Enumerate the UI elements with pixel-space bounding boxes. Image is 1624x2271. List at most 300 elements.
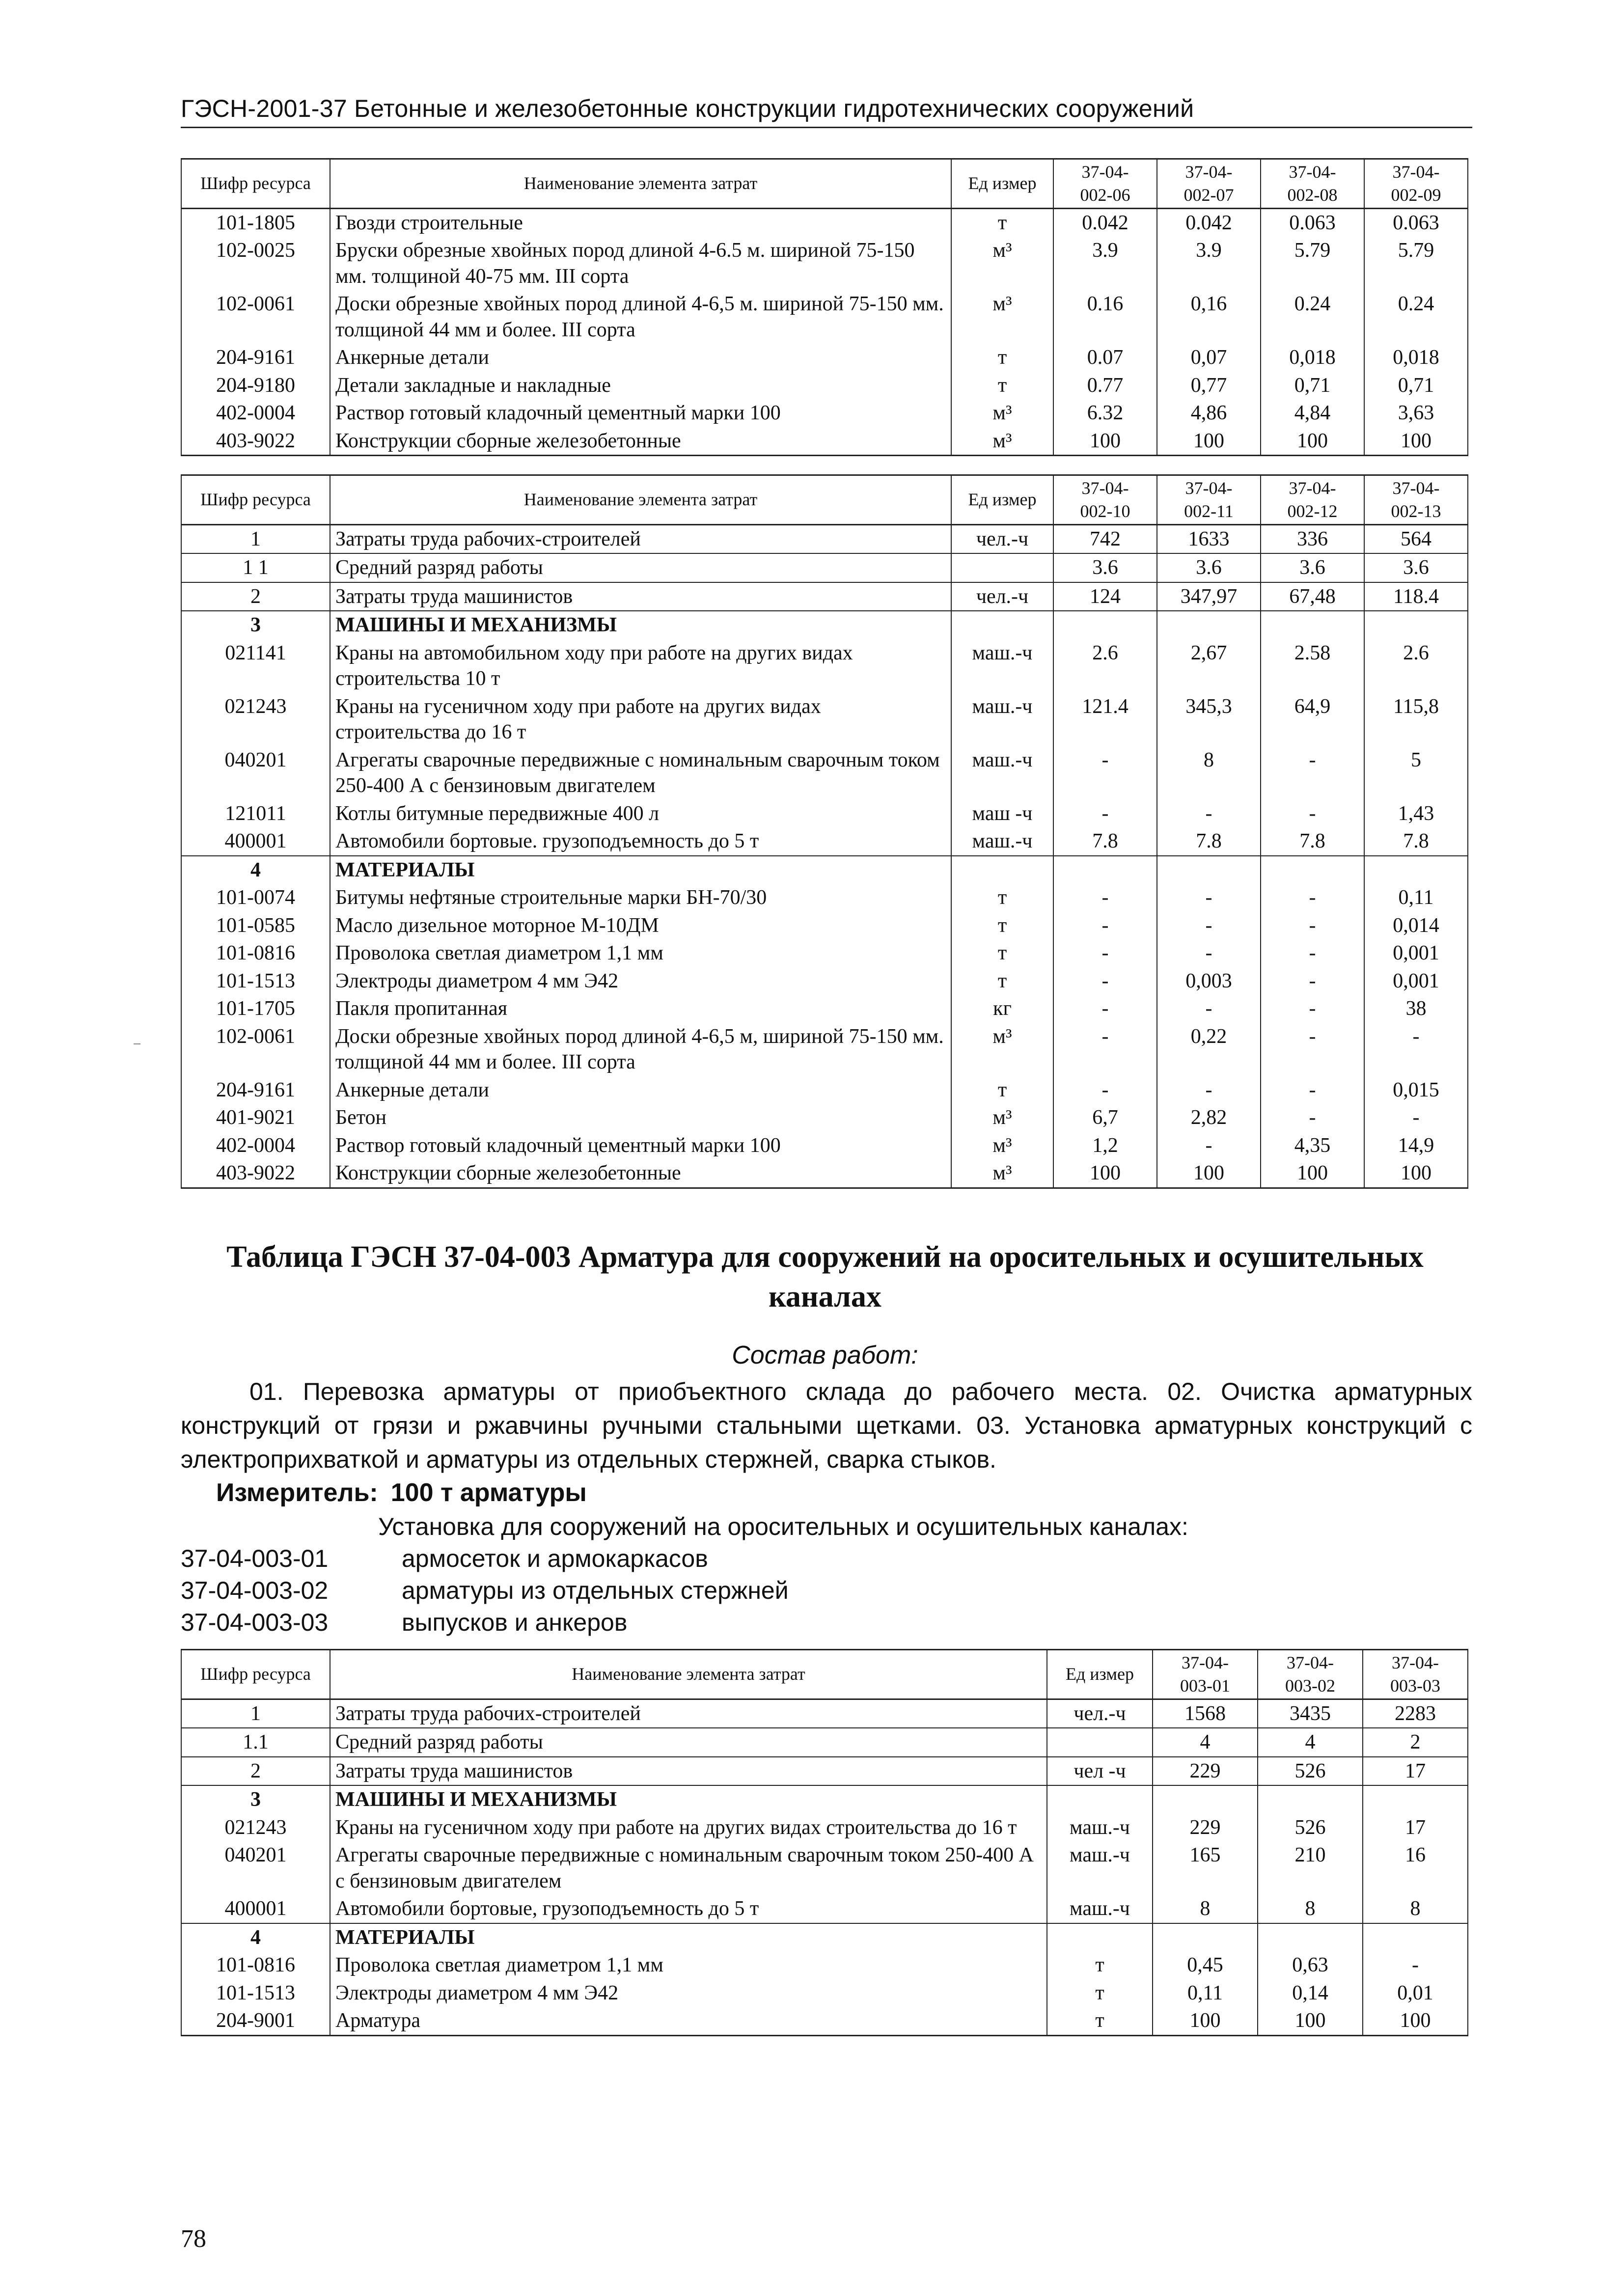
value-cell: - xyxy=(1261,967,1364,995)
unit-cell: м³ xyxy=(951,1159,1053,1188)
table-row xyxy=(181,611,1468,639)
unit-cell: м³ xyxy=(951,399,1053,427)
table-row xyxy=(181,372,1468,400)
table-row xyxy=(181,1841,1468,1895)
table-row xyxy=(181,1757,1468,1786)
value-cell: - xyxy=(1261,1076,1364,1104)
unit-cell xyxy=(951,611,1053,639)
value-cell: 0.24 xyxy=(1261,290,1364,344)
value-cell xyxy=(1157,856,1261,884)
table-row xyxy=(181,1076,1468,1104)
value-cell: 38 xyxy=(1364,995,1468,1023)
resource-name: Битумы нефтяные строительные марки БН-70/30 xyxy=(330,884,951,912)
unit-cell: т xyxy=(951,939,1053,967)
resource-name: Бетон xyxy=(330,1104,951,1132)
value-cell: 8 xyxy=(1153,1895,1258,1923)
table-row xyxy=(181,800,1468,828)
unit-cell: чел.-ч xyxy=(1047,1699,1153,1728)
column-header: Шифр ресурса xyxy=(181,1650,330,1699)
value-cell: 0.063 xyxy=(1364,208,1468,237)
install-intro: Установка для сооружений на оросительных и осушительных каналах: xyxy=(378,1513,1188,1540)
unit-cell xyxy=(951,553,1053,582)
measurer-value: 100 т арматуры xyxy=(390,1478,587,1507)
value-cell: 100 xyxy=(1053,427,1157,456)
value-cell xyxy=(1053,611,1157,639)
value-cell: 4,84 xyxy=(1261,399,1364,427)
measurer-label: Измеритель: xyxy=(216,1478,378,1507)
variant-item xyxy=(181,1576,789,1605)
value-cell xyxy=(1153,1785,1258,1814)
value-cell: 100 xyxy=(1364,1159,1468,1188)
work-composition-text: 01. Перевозка арматуры от приобъектного склада до рабочего места. 02. Очистка арматурных конструкций от грязи и ржавчины ручными стальными щетками. 03. Установка арматурных конструкций с электроприхваткой и арматуры из отдельных стержней, сварка стыков. xyxy=(181,1378,1472,1473)
unit-cell: маш.-ч xyxy=(1047,1895,1153,1923)
value-cell: 3.6 xyxy=(1261,553,1364,582)
value-cell: 5.79 xyxy=(1261,237,1364,290)
resource-code: 102-0061 xyxy=(181,290,330,344)
value-cell xyxy=(1261,611,1364,639)
resource-code: 403-9022 xyxy=(181,427,330,456)
resource-name: Бруски обрезные хвойных пород длиной 4-6.5 м. шириной 75-150 мм. толщиной 40-75 мм. III сорта xyxy=(330,237,951,290)
value-cell: 3.9 xyxy=(1053,237,1157,290)
value-cell: 229 xyxy=(1153,1757,1258,1786)
resource-name: Анкерные детали xyxy=(330,1076,951,1104)
value-cell: 4 xyxy=(1153,1728,1258,1757)
unit-cell: чел.-ч xyxy=(951,524,1053,553)
table-header-row xyxy=(181,1650,1468,1699)
value-cell: 7.8 xyxy=(1364,827,1468,856)
unit-cell: т xyxy=(951,884,1053,912)
resource-name: Затраты труда рабочих-строителей xyxy=(330,1699,1047,1728)
resource-code: 204-9161 xyxy=(181,1076,330,1104)
resource-code: 101-1513 xyxy=(181,1979,330,2007)
value-cell: 210 xyxy=(1258,1841,1363,1895)
value-cell: 100 xyxy=(1363,2007,1468,2035)
table-header-row xyxy=(181,159,1468,209)
resource-name: Средний разряд работы xyxy=(330,553,951,582)
column-header: Наименование элемента затрат xyxy=(330,475,951,525)
resource-code: 102-0025 xyxy=(181,237,330,290)
table-row xyxy=(181,827,1468,856)
value-cell: 100 xyxy=(1261,427,1364,456)
value-cell: 0,014 xyxy=(1364,912,1468,940)
value-cell: 4 xyxy=(1258,1728,1363,1757)
unit-cell: т xyxy=(1047,1951,1153,1979)
value-cell: 124 xyxy=(1053,582,1157,611)
unit-cell: чел -ч xyxy=(1047,1757,1153,1786)
value-cell: 7.8 xyxy=(1053,827,1157,856)
column-header: 37-04- 003-03 xyxy=(1363,1650,1468,1699)
resource-code: 1.1 xyxy=(181,1728,330,1757)
value-cell: 0.063 xyxy=(1261,208,1364,237)
resource-name: Раствор готовый кладочный цементный марки 100 xyxy=(330,1132,951,1160)
unit-cell xyxy=(1047,1785,1153,1814)
table-row xyxy=(181,1699,1468,1728)
value-cell: 0.042 xyxy=(1053,208,1157,237)
value-cell: 1,2 xyxy=(1053,1132,1157,1160)
value-cell: 115,8 xyxy=(1364,693,1468,746)
resource-code: 1 1 xyxy=(181,553,330,582)
column-header: Шифр ресурса xyxy=(181,475,330,525)
value-cell xyxy=(1053,856,1157,884)
value-cell: 6,7 xyxy=(1053,1104,1157,1132)
value-cell xyxy=(1153,1923,1258,1952)
variant-item xyxy=(181,1608,627,1637)
resource-code: 101-0585 xyxy=(181,912,330,940)
value-cell: 0.77 xyxy=(1053,372,1157,400)
resource-code: 3 xyxy=(181,1785,330,1814)
value-cell: 2.6 xyxy=(1364,639,1468,693)
value-cell: - xyxy=(1261,995,1364,1023)
resource-name: Проволока светлая диаметром 1,1 мм xyxy=(330,939,951,967)
unit-cell: маш -ч xyxy=(951,800,1053,828)
unit-cell: т xyxy=(951,208,1053,237)
table-row xyxy=(181,856,1468,884)
resource-name: Электроды диаметром 4 мм Э42 xyxy=(330,967,951,995)
resource-code: 400001 xyxy=(181,1895,330,1923)
value-cell: 118.4 xyxy=(1364,582,1468,611)
variant-code: 37-04-003-02 xyxy=(181,1577,329,1604)
resource-name: Средний разряд работы xyxy=(330,1728,1047,1757)
unit-cell: т xyxy=(1047,2007,1153,2035)
value-cell: - xyxy=(1053,912,1157,940)
value-cell: 8 xyxy=(1363,1895,1468,1923)
variant-item xyxy=(181,1544,708,1573)
unit-cell: м³ xyxy=(951,1132,1053,1160)
unit-cell: маш.-ч xyxy=(951,639,1053,693)
resource-code: 2 xyxy=(181,582,330,611)
value-cell: 3.9 xyxy=(1157,237,1261,290)
value-cell: 0,77 xyxy=(1157,372,1261,400)
value-cell: - xyxy=(1053,1023,1157,1076)
resource-code: 402-0004 xyxy=(181,1132,330,1160)
value-cell: 0,11 xyxy=(1153,1979,1258,2007)
resource-name: Пакля пропитанная xyxy=(330,995,951,1023)
table-header-row xyxy=(181,475,1468,525)
table-row xyxy=(181,995,1468,1023)
resource-code: 204-9161 xyxy=(181,344,330,372)
unit-cell xyxy=(951,856,1053,884)
table-row xyxy=(181,693,1468,746)
value-cell: 526 xyxy=(1258,1814,1363,1842)
value-cell: 2.6 xyxy=(1053,639,1157,693)
resource-code: 2 xyxy=(181,1757,330,1786)
measurer xyxy=(216,1478,587,1507)
value-cell: 14,9 xyxy=(1364,1132,1468,1160)
column-header: 37-04- 002-12 xyxy=(1261,475,1364,525)
resource-name: Автомобили бортовые, грузоподъемность до 5 т xyxy=(330,1895,1047,1923)
value-cell: - xyxy=(1157,800,1261,828)
column-header: Наименование элемента затрат xyxy=(330,159,951,209)
value-cell: 2,82 xyxy=(1157,1104,1261,1132)
resource-code: 204-9001 xyxy=(181,2007,330,2035)
value-cell: - xyxy=(1157,939,1261,967)
table-row xyxy=(181,2007,1468,2035)
table-row xyxy=(181,1785,1468,1814)
resource-code: 021141 xyxy=(181,639,330,693)
unit-cell: т xyxy=(951,1076,1053,1104)
resource-name: Затраты труда машинистов xyxy=(330,582,951,611)
table-row xyxy=(181,582,1468,611)
column-header: 37-04- 002-08 xyxy=(1261,159,1364,209)
table-row xyxy=(181,1951,1468,1979)
resource-name: Затраты труда машинистов xyxy=(330,1757,1047,1786)
value-cell: - xyxy=(1157,1132,1261,1160)
resource-code: 4 xyxy=(181,1923,330,1952)
value-cell: 5.79 xyxy=(1364,237,1468,290)
resource-name: Конструкции сборные железобетонные xyxy=(330,1159,951,1188)
table-row xyxy=(181,524,1468,553)
resource-name: Доски обрезные хвойных пород длиной 4-6,5 м. шириной 75-150 мм. толщиной 44 мм и более. III сорта xyxy=(330,290,951,344)
value-cell: - xyxy=(1261,800,1364,828)
table-row xyxy=(181,884,1468,912)
value-cell: 1,43 xyxy=(1364,800,1468,828)
value-cell: 5 xyxy=(1364,746,1468,800)
value-cell: 2283 xyxy=(1363,1699,1468,1728)
unit-cell: маш.-ч xyxy=(1047,1814,1153,1842)
value-cell: - xyxy=(1157,1076,1261,1104)
value-cell: 17 xyxy=(1363,1814,1468,1842)
value-cell: 0,003 xyxy=(1157,967,1261,995)
value-cell: 0.16 xyxy=(1053,290,1157,344)
table-row xyxy=(181,1895,1468,1923)
table-row xyxy=(181,912,1468,940)
unit-cell: чел.-ч xyxy=(951,582,1053,611)
resource-name: Конструкции сборные железобетонные xyxy=(330,427,951,456)
value-cell: 0,45 xyxy=(1153,1951,1258,1979)
resource-name: Краны на гусеничном ходу при работе на других видах строительства до 16 т xyxy=(330,1814,1047,1842)
value-cell: 229 xyxy=(1153,1814,1258,1842)
value-cell: - xyxy=(1261,1023,1364,1076)
resource-code: 101-1705 xyxy=(181,995,330,1023)
value-cell: 347,97 xyxy=(1157,582,1261,611)
table-row xyxy=(181,639,1468,693)
resource-code: 401-9021 xyxy=(181,1104,330,1132)
column-header: Ед измер xyxy=(951,475,1053,525)
resource-name: МАШИНЫ И МЕХАНИЗМЫ xyxy=(330,1785,1047,1814)
table-row xyxy=(181,939,1468,967)
unit-cell: маш.-ч xyxy=(1047,1841,1153,1895)
value-cell: - xyxy=(1157,995,1261,1023)
value-cell: 0,001 xyxy=(1364,967,1468,995)
resource-code: 121011 xyxy=(181,800,330,828)
value-cell: - xyxy=(1053,884,1157,912)
value-cell: 100 xyxy=(1153,2007,1258,2035)
variant-code: 37-04-003-03 xyxy=(181,1609,329,1636)
value-cell xyxy=(1258,1785,1363,1814)
value-cell: - xyxy=(1261,939,1364,967)
table-title: Таблица ГЭСН 37-04-003 Арматура для сооружений на оросительных и осушительных каналах xyxy=(226,1240,1424,1313)
table-row xyxy=(181,967,1468,995)
value-cell: 0,018 xyxy=(1261,344,1364,372)
unit-cell: т xyxy=(951,967,1053,995)
table-row xyxy=(181,1979,1468,2007)
unit-cell xyxy=(1047,1728,1153,1757)
resource-name: Детали закладные и накладные xyxy=(330,372,951,400)
value-cell: 8 xyxy=(1157,746,1261,800)
resource-table-002-06-09 xyxy=(181,158,1468,456)
table-row xyxy=(181,344,1468,372)
value-cell: 16 xyxy=(1363,1841,1468,1895)
resource-code: 021243 xyxy=(181,1814,330,1842)
value-cell: 0.07 xyxy=(1053,344,1157,372)
value-cell: - xyxy=(1053,1076,1157,1104)
resource-name: Краны на гусеничном ходу при работе на других видах строительства до 16 т xyxy=(330,693,951,746)
resource-name: Проволока светлая диаметром 1,1 мм xyxy=(330,1951,1047,1979)
value-cell: - xyxy=(1157,912,1261,940)
value-cell: 100 xyxy=(1157,1159,1261,1188)
value-cell xyxy=(1261,856,1364,884)
resource-name: Котлы битумные передвижные 400 л xyxy=(330,800,951,828)
resource-code: 101-0816 xyxy=(181,939,330,967)
resource-name: Краны на автомобильном ходу при работе на других видах строительства 10 т xyxy=(330,639,951,693)
resource-table-002-10-13 xyxy=(181,474,1468,1189)
value-cell: 6.32 xyxy=(1053,399,1157,427)
value-cell: 0,11 xyxy=(1364,884,1468,912)
table-row xyxy=(181,1104,1468,1132)
resource-name: МАШИНЫ И МЕХАНИЗМЫ xyxy=(330,611,951,639)
column-header: 37-04- 002-10 xyxy=(1053,475,1157,525)
variant-text: арматуры из отдельных стержней xyxy=(402,1577,789,1604)
table-row xyxy=(181,1814,1468,1842)
resource-name: МАТЕРИАЛЫ xyxy=(330,856,951,884)
column-header: 37-04- 002-11 xyxy=(1157,475,1261,525)
value-cell: - xyxy=(1261,746,1364,800)
unit-cell: м³ xyxy=(951,427,1053,456)
resource-code: 4 xyxy=(181,856,330,884)
value-cell: 742 xyxy=(1053,524,1157,553)
value-cell: - xyxy=(1363,1951,1468,1979)
value-cell: 8 xyxy=(1258,1895,1363,1923)
value-cell: - xyxy=(1053,800,1157,828)
value-cell: 0,16 xyxy=(1157,290,1261,344)
value-cell: 0,01 xyxy=(1363,1979,1468,2007)
running-head: ГЭСН-2001-37 Бетонные и железобетонные конструкции гидротехнических сооружений xyxy=(181,94,1472,128)
unit-cell: маш.-ч xyxy=(951,827,1053,856)
value-cell: 7.8 xyxy=(1261,827,1364,856)
resource-code: 021243 xyxy=(181,693,330,746)
table-row xyxy=(181,553,1468,582)
page-number: 78 xyxy=(181,2225,206,2253)
value-cell: 3,63 xyxy=(1364,399,1468,427)
value-cell: 0,71 xyxy=(1261,372,1364,400)
table-row xyxy=(181,1132,1468,1160)
value-cell: 0,14 xyxy=(1258,1979,1363,2007)
value-cell xyxy=(1363,1785,1468,1814)
value-cell: 0,63 xyxy=(1258,1951,1363,1979)
unit-cell: маш.-ч xyxy=(951,746,1053,800)
resource-name: Масло дизельное моторное М-10ДМ xyxy=(330,912,951,940)
resource-name: Раствор готовый кладочный цементный марки 100 xyxy=(330,399,951,427)
resource-name: Затраты труда рабочих-строителей xyxy=(330,524,951,553)
value-cell: 526 xyxy=(1258,1757,1363,1786)
resource-name: Автомобили бортовые. грузоподъемность до 5 т xyxy=(330,827,951,856)
variant-text: выпусков и анкеров xyxy=(402,1609,628,1636)
value-cell: 17 xyxy=(1363,1757,1468,1786)
table-row xyxy=(181,1023,1468,1076)
resource-name: Доски обрезные хвойных пород длиной 4-6,5 м, шириной 75-150 мм. толщиной 44 мм и более. III сорта xyxy=(330,1023,951,1076)
value-cell: 0,015 xyxy=(1364,1076,1468,1104)
value-cell: 336 xyxy=(1261,524,1364,553)
value-cell: - xyxy=(1157,884,1261,912)
margin-mark xyxy=(134,1043,140,1044)
table-row xyxy=(181,1159,1468,1188)
value-cell: - xyxy=(1261,884,1364,912)
value-cell: 100 xyxy=(1258,2007,1363,2035)
table-row xyxy=(181,1923,1468,1952)
resource-name: Агрегаты сварочные передвижные с номинальным сварочным током 250-400 А с бензиновым двигателем xyxy=(330,746,951,800)
value-cell: 121.4 xyxy=(1053,693,1157,746)
resource-code: 1 xyxy=(181,1699,330,1728)
unit-cell: м³ xyxy=(951,1023,1053,1076)
column-header: Ед измер xyxy=(951,159,1053,209)
resource-name: Арматура xyxy=(330,2007,1047,2035)
value-cell: 1568 xyxy=(1153,1699,1258,1728)
resource-code: 101-0074 xyxy=(181,884,330,912)
value-cell: 0,71 xyxy=(1364,372,1468,400)
unit-cell: т xyxy=(1047,1979,1153,2007)
value-cell: - xyxy=(1261,912,1364,940)
value-cell: 3.6 xyxy=(1053,553,1157,582)
value-cell: - xyxy=(1053,746,1157,800)
resource-code: 204-9180 xyxy=(181,372,330,400)
value-cell: 0,07 xyxy=(1157,344,1261,372)
resource-code: 400001 xyxy=(181,827,330,856)
value-cell: 100 xyxy=(1053,1159,1157,1188)
value-cell xyxy=(1364,856,1468,884)
resource-code: 101-0816 xyxy=(181,1951,330,1979)
value-cell: 64,9 xyxy=(1261,693,1364,746)
resource-name: МАТЕРИАЛЫ xyxy=(330,1923,1047,1952)
resource-name: Анкерные детали xyxy=(330,344,951,372)
value-cell: 100 xyxy=(1157,427,1261,456)
value-cell: 0.24 xyxy=(1364,290,1468,344)
value-cell: 0,018 xyxy=(1364,344,1468,372)
unit-cell: маш.-ч xyxy=(951,693,1053,746)
value-cell: 4,35 xyxy=(1261,1132,1364,1160)
value-cell xyxy=(1363,1923,1468,1952)
unit-cell: м³ xyxy=(951,237,1053,290)
work-composition-heading: Состав работ: xyxy=(732,1341,918,1369)
column-header: 37-04- 002-13 xyxy=(1364,475,1468,525)
value-cell: 165 xyxy=(1153,1841,1258,1895)
resource-name: Гвозди строительные xyxy=(330,208,951,237)
column-header: 37-04- 003-01 xyxy=(1153,1650,1258,1699)
value-cell: - xyxy=(1364,1023,1468,1076)
unit-cell: т xyxy=(951,344,1053,372)
value-cell xyxy=(1364,611,1468,639)
resource-code: 403-9022 xyxy=(181,1159,330,1188)
value-cell: 345,3 xyxy=(1157,693,1261,746)
column-header: Наименование элемента затрат xyxy=(330,1650,1047,1699)
resource-code: 402-0004 xyxy=(181,399,330,427)
column-header: 37-04- 002-09 xyxy=(1364,159,1468,209)
table-row xyxy=(181,237,1468,290)
column-header: Ед измер xyxy=(1047,1650,1153,1699)
column-header: 37-04- 002-07 xyxy=(1157,159,1261,209)
value-cell: 564 xyxy=(1364,524,1468,553)
value-cell: 7.8 xyxy=(1157,827,1261,856)
value-cell: 100 xyxy=(1364,427,1468,456)
variant-code: 37-04-003-01 xyxy=(181,1545,329,1572)
resource-name: Агрегаты сварочные передвижные с номинальным сварочным током 250-400 А с бензиновым двигателем xyxy=(330,1841,1047,1895)
unit-cell: м³ xyxy=(951,1104,1053,1132)
table-row xyxy=(181,399,1468,427)
unit-cell: т xyxy=(951,372,1053,400)
value-cell: - xyxy=(1261,1104,1364,1132)
value-cell: 0,22 xyxy=(1157,1023,1261,1076)
resource-code: 040201 xyxy=(181,1841,330,1895)
value-cell: 2,67 xyxy=(1157,639,1261,693)
